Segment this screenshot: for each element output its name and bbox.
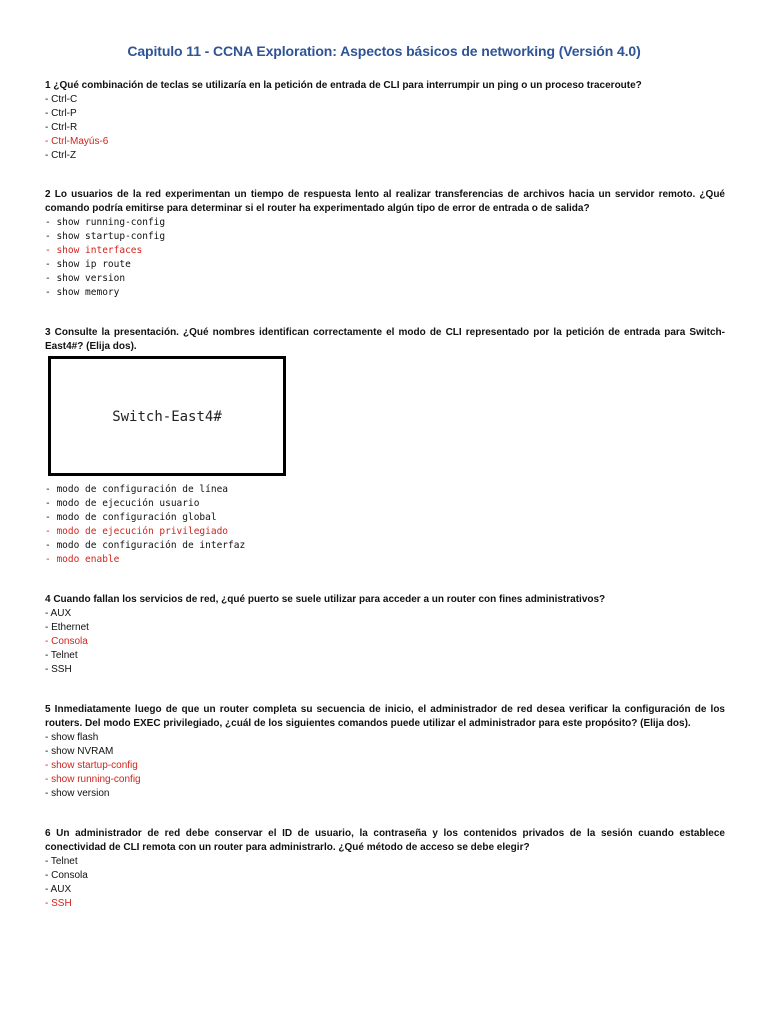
question-6 [45, 827, 725, 911]
answer-option: - show version [45, 788, 110, 799]
answer-option: - Ctrl-P [45, 108, 77, 119]
question-text: 5 Inmediatamente luego de que un router completa su secuencia de inicio, el administrador de red desea verificar la configuración de los routers. Del modo EXEC privilegiado, ¿cuál de los siguientes comandos puede utilizar el administrador para este propósito? (Elija dos). [45, 704, 725, 729]
question-1 [45, 79, 725, 163]
correct-answer-option: - modo enable [45, 554, 120, 565]
answer-option: - show startup-config [45, 231, 166, 242]
correct-answer-option: - Consola [45, 636, 88, 647]
question-text: 4 Cuando fallan los servicios de red, ¿qué puerto se suele utilizar para acceder a un router con fines administrativos? [45, 594, 606, 605]
answer-option: - modo de configuración de línea [45, 484, 229, 495]
answer-option: - show running-config [45, 217, 166, 228]
question-text: 3 Consulte la presentación. ¿Qué nombres identifican correctamente el modo de CLI representado por la petición de entrada para Switch-East4#? (Elija dos). [45, 327, 725, 352]
correct-answer-option: - modo de ejecución privilegiado [45, 526, 229, 537]
answer-option: - modo de configuración global [45, 512, 217, 523]
page-title: Capitulo 11 - CCNA Exploration: Aspectos básicos de networking (Versión 4.0) [127, 43, 641, 59]
answer-option: - modo de configuración de interfaz [45, 540, 246, 551]
answer-option: - show flash [45, 732, 99, 743]
answer-option: - show memory [45, 287, 120, 298]
question-text: 1 ¿Qué combinación de teclas se utilizaría en la petición de entrada de CLI para interrumpir un ping o un proceso traceroute? [45, 80, 642, 91]
question-4 [45, 593, 725, 677]
question-3-options [45, 483, 725, 567]
answer-option: - show version [45, 273, 126, 284]
correct-answer-option: - SSH [45, 898, 72, 909]
question-2 [45, 188, 725, 300]
answer-option: - show ip route [45, 259, 131, 270]
answer-option: - Ctrl-Z [45, 150, 77, 161]
answer-option: - Ctrl-R [45, 122, 78, 133]
exhibit-prompt-text: Switch-East4# [112, 409, 222, 425]
correct-answer-option: - Ctrl-Mayús-6 [45, 136, 109, 147]
answer-option: - SSH [45, 664, 72, 675]
answer-option: - modo de ejecución usuario [45, 498, 200, 509]
correct-answer-option: - show running-config [45, 774, 141, 785]
answer-option: - Telnet [45, 856, 78, 867]
correct-answer-option: - show startup-config [45, 760, 138, 771]
question-text: 2 Lo usuarios de la red experimentan un tiempo de respuesta lento al realizar transferencias de archivos hacia un servidor remoto. ¿Qué comando podría emitirse para determinar si el router ha experimentado algún tipo de error de entrada o de salida? [45, 189, 725, 214]
question-text: 6 Un administrador de red debe conservar el ID de usuario, la contraseña y los contenidos privados de la sesión cuando establece conectividad de CLI remota con un router para administrarlo. ¿Qué método de acceso se debe elegir? [45, 828, 725, 853]
answer-option: - show NVRAM [45, 746, 114, 757]
answer-option: - Consola [45, 870, 88, 881]
question-3 [45, 326, 725, 354]
answer-option: - Ctrl-C [45, 94, 78, 105]
answer-option: - Telnet [45, 650, 78, 661]
correct-answer-option: - show interfaces [45, 245, 143, 256]
question-5 [45, 703, 725, 801]
exhibit-image [48, 356, 286, 476]
answer-option: - Ethernet [45, 622, 89, 633]
answer-option: - AUX [45, 608, 72, 619]
answer-option: - AUX [45, 884, 72, 895]
